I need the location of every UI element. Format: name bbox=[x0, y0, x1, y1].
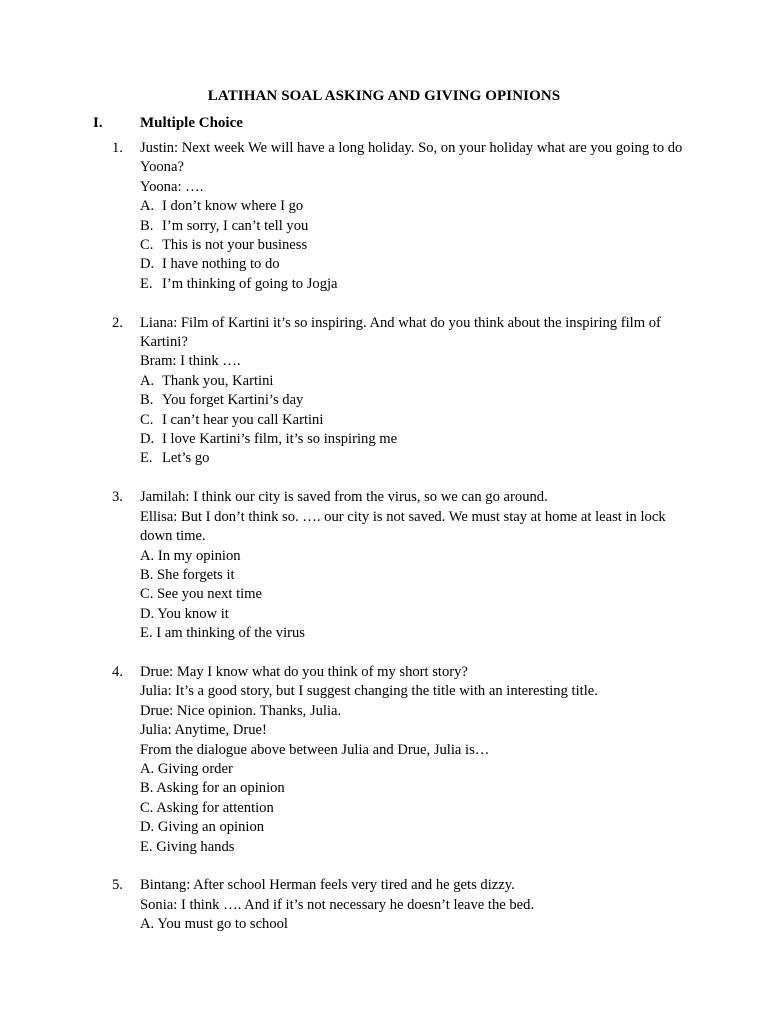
option-text: I can’t hear you call Kartini bbox=[162, 411, 324, 428]
answer-option bbox=[140, 391, 692, 410]
answer-option: B. She forgets it bbox=[140, 566, 235, 583]
answer-option: D. Giving an opinion bbox=[140, 819, 265, 836]
answer-option bbox=[140, 255, 692, 274]
option-text: This is not your business bbox=[162, 237, 308, 254]
answer-option bbox=[140, 430, 692, 449]
dialogue-line: Bintang: After school Herman feels very tired and he gets dizzy. bbox=[140, 877, 515, 894]
option-letter: D. bbox=[140, 256, 155, 273]
answer-option bbox=[140, 449, 692, 468]
dialogue-line: Julia: Anytime, Drue! bbox=[140, 722, 267, 739]
option-letter: C. bbox=[140, 411, 154, 428]
answer-option: C. See you next time bbox=[140, 586, 263, 603]
question-1 bbox=[112, 139, 692, 294]
question-list bbox=[112, 139, 692, 954]
answer-option: B. Asking for an opinion bbox=[140, 780, 285, 797]
option-text: Thank you, Kartini bbox=[162, 372, 274, 389]
option-letter: B. bbox=[140, 392, 154, 409]
answer-option bbox=[140, 411, 692, 430]
question-2 bbox=[112, 314, 692, 469]
section-heading bbox=[93, 115, 713, 132]
section-label: Multiple Choice bbox=[140, 115, 243, 131]
dialogue-line: Yoona: …. bbox=[140, 178, 204, 195]
answer-option: A. Giving order bbox=[140, 760, 233, 777]
option-letter: A. bbox=[140, 372, 155, 389]
answer-option bbox=[140, 217, 692, 236]
answer-option: E. Giving hands bbox=[140, 838, 235, 855]
option-letter: B. bbox=[140, 217, 154, 234]
option-text: I have nothing to do bbox=[162, 256, 280, 273]
question-5 bbox=[112, 876, 692, 934]
option-letter: D. bbox=[140, 431, 155, 448]
question-number: 3. bbox=[112, 489, 123, 506]
question-number: 4. bbox=[112, 663, 123, 680]
answer-option: A. You must go to school bbox=[140, 916, 288, 933]
answer-option: A. In my opinion bbox=[140, 547, 241, 564]
question-4 bbox=[112, 663, 692, 857]
answer-option bbox=[140, 197, 692, 216]
dialogue-line: Bram: I think …. bbox=[140, 353, 241, 370]
dialogue-line: Justin: Next week We will have a long holiday. So, on your holiday what are you going to do Yoona? bbox=[140, 140, 683, 176]
answer-option bbox=[140, 275, 692, 294]
question-number: 2. bbox=[112, 314, 123, 331]
question-3 bbox=[112, 488, 692, 643]
option-text: I love Kartini’s film, it’s so inspiring me bbox=[162, 431, 398, 448]
question-number: 5. bbox=[112, 877, 123, 894]
dialogue-line: Liana: Film of Kartini it’s so inspiring. And what do you think about the inspiring film of Kartini? bbox=[140, 314, 661, 351]
question-body bbox=[140, 314, 692, 469]
dialogue-line: Julia: It’s a good story, but I suggest changing the title with an interesting title. bbox=[140, 683, 598, 700]
option-text: I’m sorry, I can’t tell you bbox=[162, 217, 309, 234]
option-letter: A. bbox=[140, 198, 155, 215]
option-letter: C. bbox=[140, 237, 154, 254]
question-prompt: From the dialogue above between Julia and Drue, Julia is… bbox=[140, 741, 490, 758]
question-body bbox=[140, 139, 692, 294]
option-text: I’m thinking of going to Jogja bbox=[162, 275, 338, 292]
answer-option: E. I am thinking of the virus bbox=[140, 625, 305, 642]
document-title: LATIHAN SOAL ASKING AND GIVING OPINIONS bbox=[207, 88, 561, 104]
option-letter: E. bbox=[140, 275, 153, 292]
option-letter: E. bbox=[140, 450, 153, 467]
question-body bbox=[140, 876, 692, 934]
dialogue-line: Sonia: I think …. And if it’s not necessary he doesn’t leave the bed. bbox=[140, 896, 535, 913]
dialogue-line: Jamilah: I think our city is saved from the virus, so we can go around. bbox=[140, 489, 548, 506]
answer-option bbox=[140, 236, 692, 255]
question-body bbox=[140, 488, 692, 643]
section-number: I. bbox=[93, 115, 103, 131]
dialogue-line: Ellisa: But I don’t think so. …. our city is not saved. We must stay at home at least in lock down time. bbox=[140, 508, 666, 545]
answer-option: C. Asking for attention bbox=[140, 799, 274, 816]
dialogue-line: Drue: Nice opinion. Thanks, Julia. bbox=[140, 702, 342, 719]
dialogue-line: Drue: May I know what do you think of my short story? bbox=[140, 663, 468, 680]
option-text: You forget Kartini’s day bbox=[162, 392, 304, 409]
answer-option bbox=[140, 372, 692, 391]
option-text: I don’t know where I go bbox=[162, 198, 304, 215]
answer-option: D. You know it bbox=[140, 605, 229, 622]
question-number: 1. bbox=[112, 140, 123, 156]
question-body bbox=[140, 663, 692, 857]
option-text: Let’s go bbox=[162, 450, 210, 467]
